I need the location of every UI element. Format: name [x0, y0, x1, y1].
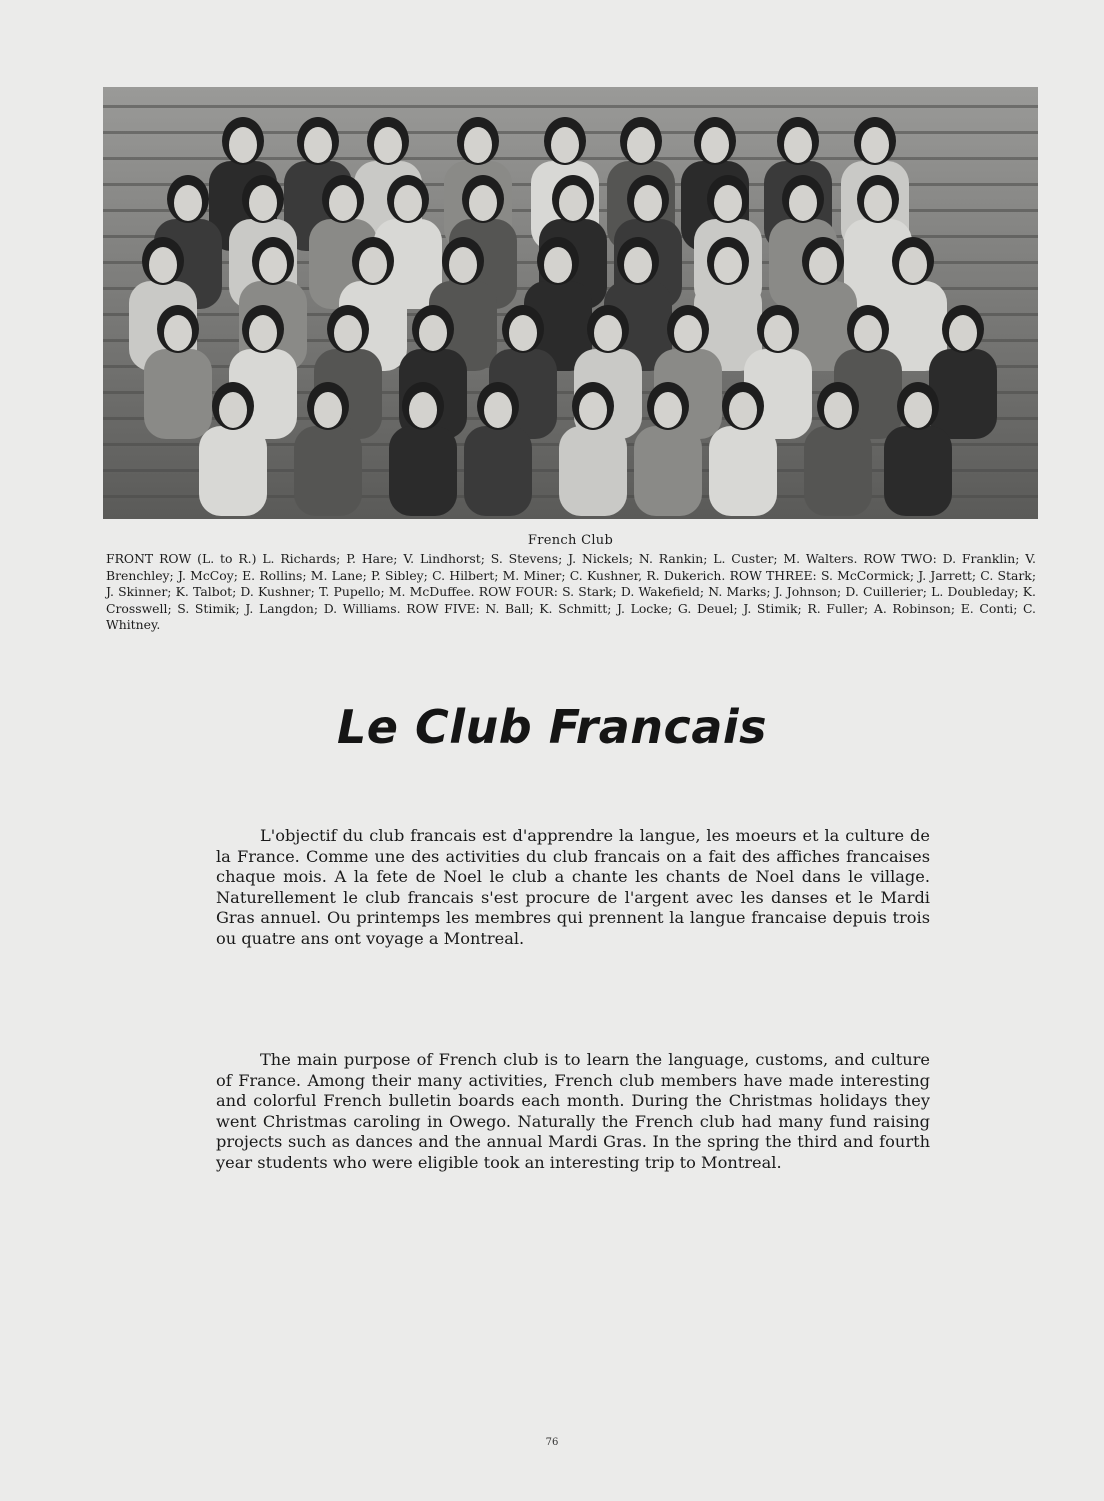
english-paragraph: The main purpose of French club is to learn the language, customs, and culture of France. Among their many activities, French club members have made interesting and colorful French bulletin boards each month. During the Christmas holidays they went Christmas caroling in Owego. Naturally the French club had many fund raising projects such as dances and the annual Mardi Gras. In the spring the third and fourth year students who were eligible took an interesting trip to Montreal.: [216, 1050, 930, 1172]
page-number: 76: [545, 1437, 559, 1448]
photo-caption-names: FRONT ROW (L. to R.) L. Richards; P. Hare; V. Lindhorst; S. Stevens; J. Nickels; N. Rankin; L. Custer; M. Walters. ROW TWO: D. Franklin; V. Brenchley; J. McCoy; E. Rollins; M. Lane; P. Sibley; C. Hilbert; M. Miner; C. Kushner, R. Dukerich. ROW THREE: S. McCormick; J. Jarrett; C. Stark; J. Skinner; K. Talbot; D. Kushner; T. Pupello; M. McDuffee. ROW FOUR: S. Stark; D. Wakefield; N. Marks; J. Johnson; D. Cuillerier; L. Doubleday; K. Crosswell; S. Stimik; J. Langdon; D. Williams. ROW FIVE: N. Ball; K. Schmitt; J. Locke; G. Deuel; J. Stimik; R. Fuller; A. Robinson; E. Conti; C. Whitney.: [106, 551, 1036, 632]
photo-caption-title: French Club: [527, 533, 614, 548]
group-photo: [103, 87, 1038, 519]
page-title: Le Club Francais: [336, 700, 768, 754]
french-paragraph: L'objectif du club francais est d'apprendre la langue, les moeurs et la culture de la France. Comme une des activities du club francais on a fait des affiches francaises chaque mois. A la fete de Noel le club a chante les chants de Noel dans le village. Naturellement le club francais s'est procure de l'argent avec les danses et le Mardi Gras annuel. Ou printemps les membres qui prennent la langue francaise depuis trois ou quatre ans ont voyage a Montreal.: [216, 826, 930, 948]
group-photo-illustration: [103, 87, 1038, 519]
bleacher-bench: [103, 105, 1038, 108]
